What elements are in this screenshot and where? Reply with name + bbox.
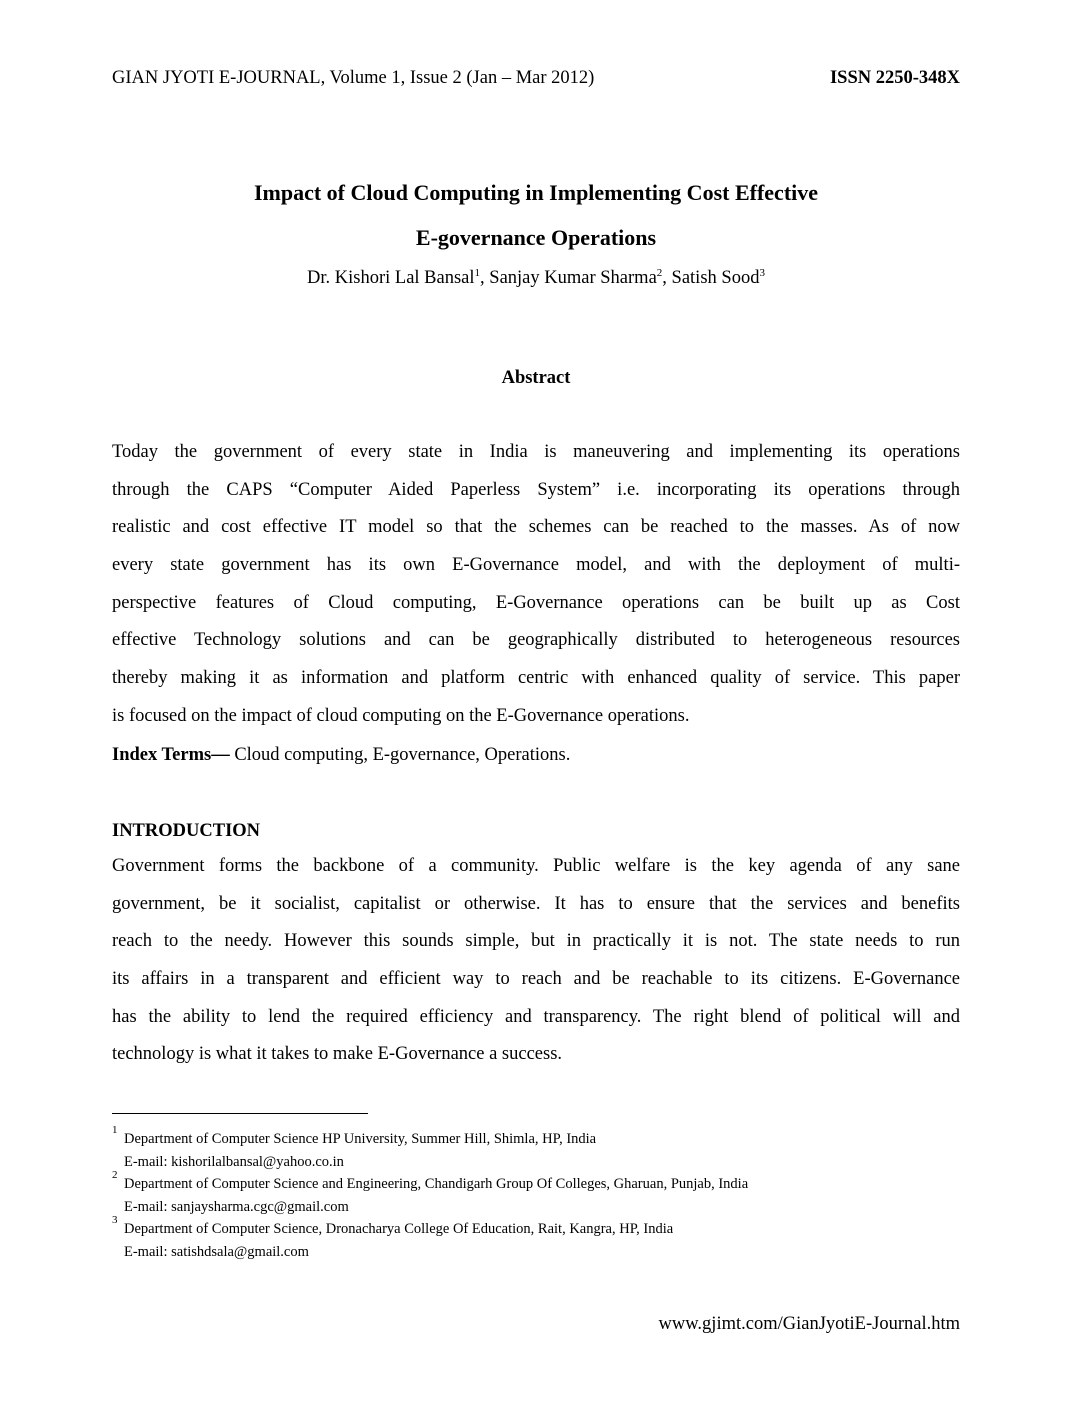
footnote-divider (112, 1113, 368, 1114)
author-footnote-mark: 2 (656, 266, 663, 279)
abstract-line: every state government has its own E-Governance model, and with the deployment of multi- (112, 555, 960, 576)
author-separator: , (662, 268, 672, 288)
abstract-line: Today the government of every state in India is maneuvering and implementing its operations (112, 442, 960, 462)
footnote-affiliation (112, 1214, 972, 1241)
abstract-heading: Abstract (501, 368, 571, 388)
author-separator: , (480, 268, 490, 288)
index-terms-label: Index Terms— (112, 745, 230, 765)
footnotes (112, 1124, 972, 1263)
author-footnote-mark: 3 (759, 266, 765, 279)
author-name: Satish Sood (671, 268, 760, 288)
footnote-number: 3 (112, 1214, 118, 1226)
footnote-number: 2 (112, 1169, 118, 1181)
introduction-line: has the ability to lend the required efficiency and transparency. The right blend of political will and (112, 1006, 960, 1027)
issn-label: ISSN 2250-348X (829, 68, 960, 88)
journal-citation: GIAN JYOTI E-JOURNAL, Volume 1, Issue 2 (Jan – Mar 2012) (112, 68, 595, 88)
footnote-email: E-mail: satishdsala@gmail.com (124, 1243, 309, 1260)
introduction-line: government, be it socialist, capitalist or otherwise. It has to ensure that the services and benefits (112, 893, 960, 914)
footer-url: www.gjimt.com/GianJyotiE-Journal.htm (658, 1314, 960, 1334)
introduction-heading: INTRODUCTION (112, 821, 261, 841)
abstract-line: is focused on the impact of cloud computing on the E-Governance operations. (112, 705, 690, 726)
author-name: Dr. Kishori Lal Bansal (307, 268, 475, 288)
index-terms (112, 741, 570, 769)
paper-title-line-2: E-governance Operations (415, 225, 657, 250)
footnote-email: E-mail: kishorilalbansal@yahoo.co.in (124, 1153, 344, 1170)
abstract-line: effective Technology solutions and can be geographically distributed to heterogeneous resources (112, 630, 960, 651)
abstract-line: through the CAPS “Computer Aided Paperless System” i.e. incorporating its operations through (112, 479, 960, 500)
abstract-line: thereby making it as information and platform centric with enhanced quality of service. This paper (112, 668, 960, 689)
author-name: Sanjay Kumar Sharma (489, 268, 657, 288)
abstract-text (112, 434, 960, 736)
introduction-line: reach to the needy. However this sounds simple, but in practically it is not. The state needs to run (112, 931, 960, 952)
footnote-affiliation (112, 1124, 972, 1151)
footnote-affiliation-text: Department of Computer Science and Engineering, Chandigarh Group Of Colleges, Gharuan, Punjab, India (124, 1176, 749, 1192)
author-footnote-mark: 1 (474, 266, 481, 279)
introduction-line: technology is what it takes to make E-Governance a success. (112, 1044, 563, 1065)
abstract-line: realistic and cost effective IT model so that the schemes can be reached to the masses. As of now (112, 517, 960, 538)
running-header (112, 66, 960, 90)
paper-title-line-1: Impact of Cloud Computing in Implementing Cost Effective (253, 180, 819, 205)
abstract-line: perspective features of Cloud computing, E-Governance operations can be built up as Cost (112, 592, 960, 613)
introduction-text (112, 848, 960, 1074)
footnote-affiliation-text: Department of Computer Science HP University, Summer Hill, Shimla, HP, India (124, 1131, 597, 1147)
footnote-email: E-mail: sanjaysharma.cgc@gmail.com (124, 1198, 349, 1215)
footnote-affiliation (112, 1169, 972, 1196)
footnote-affiliation-text: Department of Computer Science, Dronacharya College Of Education, Rait, Kangra, HP, India (124, 1221, 674, 1237)
author-list (0, 265, 1080, 291)
introduction-line: Government forms the backbone of a community. Public welfare is the key agenda of any sane (112, 856, 960, 876)
index-terms-list: Cloud computing, E-governance, Operations. (229, 745, 571, 765)
footnote-number: 1 (112, 1124, 118, 1136)
introduction-line: its affairs in a transparent and efficient way to reach and be reachable to its citizens. E-Governance (112, 969, 960, 990)
